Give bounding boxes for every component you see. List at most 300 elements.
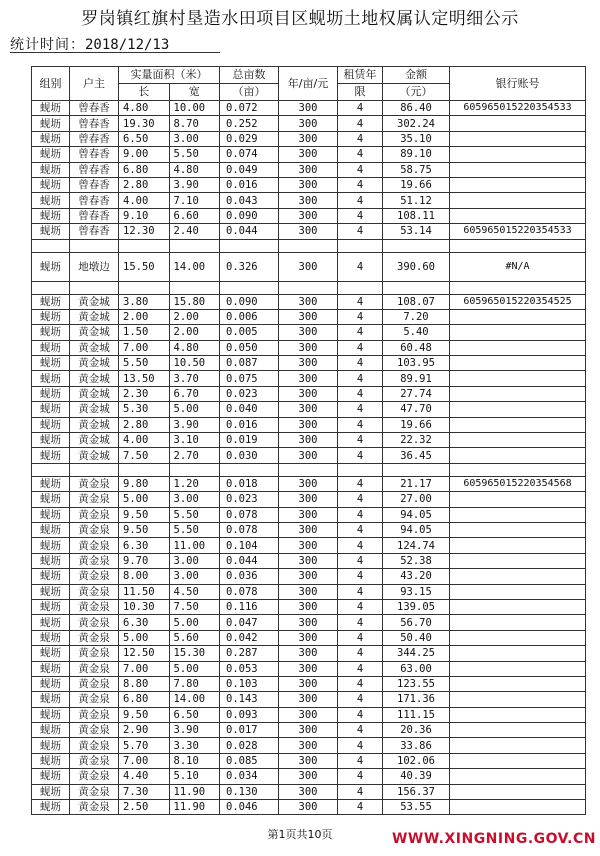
cell-owner: 黄金城 [70,356,119,371]
cell-total-mu: 0.053 [220,661,279,676]
cell-total-mu: 0.116 [220,599,279,614]
header-total-mu-unit: （亩） [220,84,279,101]
spacer-cell [119,239,170,252]
table-body [32,101,586,815]
table-row [32,177,586,192]
cell-width: 6.50 [169,707,220,722]
cell-width: 3.70 [169,371,220,386]
cell-group: 蚬坜 [32,162,70,177]
cell-width: 3.00 [169,131,220,146]
cell-width: 4.80 [169,340,220,355]
cell-length: 9.80 [119,476,170,491]
cell-bank-account [450,569,586,584]
cell-owner: 黄金泉 [70,599,119,614]
cell-years: 4 [338,417,383,432]
cell-price: 300 [279,252,338,281]
cell-owner: 黄金泉 [70,738,119,753]
cell-total-mu: 0.103 [220,676,279,691]
table-row [32,208,586,223]
cell-width: 4.80 [169,162,220,177]
cell-owner: 黄金泉 [70,507,119,522]
cell-owner: 黄金泉 [70,538,119,553]
cell-amount: 52.38 [383,553,450,568]
cell-bank-account [450,417,586,432]
cell-length: 5.70 [119,738,170,753]
cell-group: 蚬坜 [32,676,70,691]
cell-bank-account [450,193,586,208]
cell-bank-account: #N/A [450,252,586,281]
cell-group: 蚬坜 [32,707,70,722]
cell-width: 14.00 [169,252,220,281]
cell-bank-account [450,676,586,691]
cell-amount: 171.36 [383,692,450,707]
header-price: 年/亩/元 [279,67,338,101]
cell-length: 6.80 [119,162,170,177]
cell-total-mu: 0.044 [220,553,279,568]
cell-width: 11.90 [169,800,220,815]
cell-amount: 63.00 [383,661,450,676]
table-row [32,131,586,146]
cell-years: 4 [338,723,383,738]
cell-amount: 390.60 [383,252,450,281]
cell-amount: 27.00 [383,492,450,507]
stat-time-label: 统计时间： [10,37,85,53]
table-spacer-row [32,463,586,476]
cell-bank-account: 605965015220354533 [450,101,586,116]
stat-time [10,34,169,54]
cell-group: 蚬坜 [32,116,70,131]
cell-amount: 19.66 [383,177,450,192]
cell-years: 4 [338,569,383,584]
land-table-container [31,66,586,815]
cell-price: 300 [279,753,338,768]
cell-price: 300 [279,371,338,386]
cell-owner: 地墩边 [70,252,119,281]
spacer-cell [169,281,220,294]
cell-total-mu: 0.016 [220,177,279,192]
cell-years: 4 [338,553,383,568]
spacer-cell [338,463,383,476]
cell-length: 4.00 [119,193,170,208]
cell-width: 4.50 [169,584,220,599]
cell-group: 蚬坜 [32,224,70,239]
cell-width: 5.50 [169,507,220,522]
cell-width: 5.00 [169,402,220,417]
cell-amount: 35.10 [383,131,450,146]
page-title: 罗岗镇红旗村垦造水田项目区蚬坜土地权属认定明细公示 [81,9,519,29]
cell-amount: 51.12 [383,193,450,208]
cell-owner: 曾春香 [70,116,119,131]
cell-total-mu: 0.143 [220,692,279,707]
table-row [32,193,586,208]
spacer-cell [383,281,450,294]
spacer-cell [220,239,279,252]
cell-years: 4 [338,325,383,340]
table-row [32,147,586,162]
cell-width: 10.50 [169,356,220,371]
cell-bank-account [450,615,586,630]
cell-amount: 19.66 [383,417,450,432]
cell-years: 4 [338,386,383,401]
spacer-cell [338,281,383,294]
table-row [32,492,586,507]
cell-amount: 103.95 [383,356,450,371]
cell-years: 4 [338,309,383,324]
cell-length: 6.50 [119,131,170,146]
cell-total-mu: 0.072 [220,101,279,116]
cell-total-mu: 0.050 [220,340,279,355]
cell-years: 4 [338,356,383,371]
cell-total-mu: 0.049 [220,162,279,177]
spacer-cell [32,281,70,294]
spacer-cell [279,463,338,476]
cell-length: 1.50 [119,325,170,340]
spacer-cell [383,239,450,252]
cell-length: 8.80 [119,676,170,691]
cell-price: 300 [279,101,338,116]
cell-owner: 黄金城 [70,417,119,432]
cell-owner: 曾春香 [70,208,119,223]
table-row [32,433,586,448]
cell-group: 蚬坜 [32,769,70,784]
cell-group: 蚬坜 [32,294,70,309]
cell-length: 5.30 [119,402,170,417]
table-row [32,707,586,722]
cell-width: 6.70 [169,386,220,401]
cell-group: 蚬坜 [32,402,70,417]
cell-years: 4 [338,193,383,208]
cell-amount: 7.20 [383,309,450,324]
spacer-cell [220,281,279,294]
cell-width: 5.10 [169,769,220,784]
cell-years: 4 [338,147,383,162]
cell-length: 7.50 [119,448,170,463]
cell-group: 蚬坜 [32,692,70,707]
spacer-cell [279,281,338,294]
cell-group: 蚬坜 [32,325,70,340]
spacer-cell [70,281,119,294]
cell-group: 蚬坜 [32,646,70,661]
cell-owner: 黄金泉 [70,584,119,599]
spacer-cell [220,463,279,476]
cell-price: 300 [279,800,338,815]
cell-amount: 27.74 [383,386,450,401]
cell-total-mu: 0.287 [220,646,279,661]
cell-bank-account [450,356,586,371]
cell-bank-account [450,538,586,553]
cell-price: 300 [279,476,338,491]
cell-group: 蚬坜 [32,538,70,553]
table-row [32,386,586,401]
cell-width: 15.80 [169,294,220,309]
cell-price: 300 [279,386,338,401]
cell-owner: 黄金城 [70,433,119,448]
cell-length: 9.50 [119,707,170,722]
cell-group: 蚬坜 [32,569,70,584]
cell-price: 300 [279,584,338,599]
cell-group: 蚬坜 [32,371,70,386]
cell-price: 300 [279,538,338,553]
cell-price: 300 [279,630,338,645]
cell-length: 2.80 [119,177,170,192]
cell-group: 蚬坜 [32,177,70,192]
cell-amount: 156.37 [383,784,450,799]
cell-bank-account [450,386,586,401]
cell-bank-account [450,646,586,661]
cell-length: 7.30 [119,784,170,799]
header-amount: 金额 [383,67,450,84]
cell-owner: 曾春香 [70,162,119,177]
cell-group: 蚬坜 [32,476,70,491]
cell-owner: 黄金城 [70,340,119,355]
table-row [32,769,586,784]
cell-years: 4 [338,707,383,722]
table-row [32,630,586,645]
cell-amount: 50.40 [383,630,450,645]
cell-owner: 曾春香 [70,147,119,162]
cell-total-mu: 0.006 [220,309,279,324]
cell-amount: 56.70 [383,615,450,630]
cell-years: 4 [338,630,383,645]
table-row [32,224,586,239]
cell-owner: 黄金泉 [70,676,119,691]
table-row [32,101,586,116]
cell-group: 蚬坜 [32,417,70,432]
cell-length: 4.80 [119,101,170,116]
cell-amount: 139.05 [383,599,450,614]
cell-total-mu: 0.326 [220,252,279,281]
cell-owner: 黄金泉 [70,753,119,768]
cell-bank-account [450,723,586,738]
cell-group: 蚬坜 [32,784,70,799]
cell-length: 4.00 [119,433,170,448]
cell-total-mu: 0.028 [220,738,279,753]
cell-bank-account [450,492,586,507]
cell-total-mu: 0.040 [220,402,279,417]
cell-owner: 黄金泉 [70,476,119,491]
cell-owner: 黄金城 [70,448,119,463]
cell-width: 8.70 [169,116,220,131]
header-years: 租赁年 [338,67,383,84]
cell-years: 4 [338,522,383,537]
cell-owner: 黄金泉 [70,723,119,738]
cell-price: 300 [279,116,338,131]
cell-price: 300 [279,433,338,448]
spacer-cell [450,463,586,476]
cell-amount: 5.40 [383,325,450,340]
cell-owner: 曾春香 [70,224,119,239]
cell-owner: 黄金泉 [70,692,119,707]
cell-length: 7.00 [119,753,170,768]
table-row [32,448,586,463]
cell-length: 3.80 [119,294,170,309]
cell-group: 蚬坜 [32,386,70,401]
cell-owner: 曾春香 [70,131,119,146]
cell-length: 2.50 [119,800,170,815]
cell-price: 300 [279,224,338,239]
cell-bank-account: 605965015220354533 [450,224,586,239]
cell-width: 8.10 [169,753,220,768]
cell-length: 4.40 [119,769,170,784]
cell-bank-account [450,522,586,537]
cell-total-mu: 0.074 [220,147,279,162]
cell-total-mu: 0.016 [220,417,279,432]
cell-width: 3.00 [169,569,220,584]
cell-group: 蚬坜 [32,599,70,614]
cell-length: 19.30 [119,116,170,131]
cell-length: 2.90 [119,723,170,738]
cell-price: 300 [279,131,338,146]
cell-bank-account [450,147,586,162]
cell-bank-account [450,433,586,448]
cell-owner: 黄金泉 [70,769,119,784]
cell-group: 蚬坜 [32,147,70,162]
cell-total-mu: 0.090 [220,208,279,223]
cell-price: 300 [279,723,338,738]
cell-width: 3.30 [169,738,220,753]
cell-length: 9.50 [119,507,170,522]
cell-owner: 黄金城 [70,371,119,386]
cell-price: 300 [279,177,338,192]
table-row [32,692,586,707]
cell-length: 5.00 [119,630,170,645]
table-row [32,294,586,309]
cell-owner: 黄金城 [70,294,119,309]
cell-width: 3.00 [169,492,220,507]
cell-bank-account [450,707,586,722]
cell-group: 蚬坜 [32,584,70,599]
cell-price: 300 [279,507,338,522]
header-owner: 户主 [70,67,119,101]
cell-amount: 36.45 [383,448,450,463]
table-row [32,676,586,691]
table-row [32,661,586,676]
cell-total-mu: 0.043 [220,193,279,208]
cell-total-mu: 0.005 [220,325,279,340]
cell-price: 300 [279,646,338,661]
cell-years: 4 [338,177,383,192]
cell-price: 300 [279,325,338,340]
cell-years: 4 [338,784,383,799]
cell-price: 300 [279,553,338,568]
cell-amount: 344.25 [383,646,450,661]
cell-amount: 60.48 [383,340,450,355]
table-row [32,569,586,584]
cell-years: 4 [338,162,383,177]
cell-years: 4 [338,294,383,309]
cell-bank-account [450,553,586,568]
cell-price: 300 [279,738,338,753]
cell-bank-account [450,340,586,355]
cell-group: 蚬坜 [32,615,70,630]
cell-price: 300 [279,193,338,208]
cell-price: 300 [279,402,338,417]
table-row [32,325,586,340]
cell-years: 4 [338,615,383,630]
cell-amount: 53.14 [383,224,450,239]
cell-total-mu: 0.029 [220,131,279,146]
cell-total-mu: 0.090 [220,294,279,309]
cell-bank-account [450,692,586,707]
cell-length: 2.00 [119,309,170,324]
spacer-cell [32,239,70,252]
cell-length: 10.30 [119,599,170,614]
spacer-cell [338,239,383,252]
table-row [32,162,586,177]
cell-width: 11.90 [169,784,220,799]
cell-width: 2.70 [169,448,220,463]
cell-width: 3.10 [169,433,220,448]
table-row [32,116,586,131]
cell-width: 11.00 [169,538,220,553]
cell-bank-account [450,630,586,645]
cell-group: 蚬坜 [32,630,70,645]
cell-price: 300 [279,309,338,324]
cell-years: 4 [338,476,383,491]
cell-amount: 43.20 [383,569,450,584]
header-area: 实量面积（米） [119,67,220,84]
header-years-unit: 限 [338,84,383,101]
cell-length: 8.00 [119,569,170,584]
cell-total-mu: 0.075 [220,371,279,386]
cell-total-mu: 0.046 [220,800,279,815]
cell-width: 2.40 [169,224,220,239]
cell-price: 300 [279,615,338,630]
cell-price: 300 [279,208,338,223]
cell-price: 300 [279,356,338,371]
spacer-cell [279,239,338,252]
spacer-cell [119,281,170,294]
cell-amount: 33.86 [383,738,450,753]
table-spacer-row [32,239,586,252]
cell-bank-account [450,131,586,146]
cell-width: 1.20 [169,476,220,491]
cell-total-mu: 0.252 [220,116,279,131]
cell-length: 6.30 [119,538,170,553]
cell-width: 10.00 [169,101,220,116]
table-row [32,646,586,661]
cell-group: 蚬坜 [32,448,70,463]
cell-bank-account [450,661,586,676]
cell-total-mu: 0.047 [220,615,279,630]
cell-length: 9.70 [119,553,170,568]
table-spacer-row [32,281,586,294]
table-row [32,522,586,537]
table-row [32,309,586,324]
cell-owner: 黄金泉 [70,800,119,815]
cell-width: 7.50 [169,599,220,614]
header-length: 长 [119,84,170,101]
cell-amount: 47.70 [383,402,450,417]
cell-price: 300 [279,707,338,722]
cell-width: 15.30 [169,646,220,661]
cell-width: 3.90 [169,177,220,192]
cell-price: 300 [279,599,338,614]
cell-length: 9.00 [119,147,170,162]
cell-width: 14.00 [169,692,220,707]
cell-years: 4 [338,769,383,784]
table-row [32,252,586,281]
cell-price: 300 [279,294,338,309]
cell-bank-account [450,325,586,340]
cell-group: 蚬坜 [32,433,70,448]
cell-amount: 22.32 [383,433,450,448]
cell-group: 蚬坜 [32,193,70,208]
cell-total-mu: 0.044 [220,224,279,239]
cell-owner: 黄金泉 [70,630,119,645]
cell-total-mu: 0.018 [220,476,279,491]
table-row [32,402,586,417]
